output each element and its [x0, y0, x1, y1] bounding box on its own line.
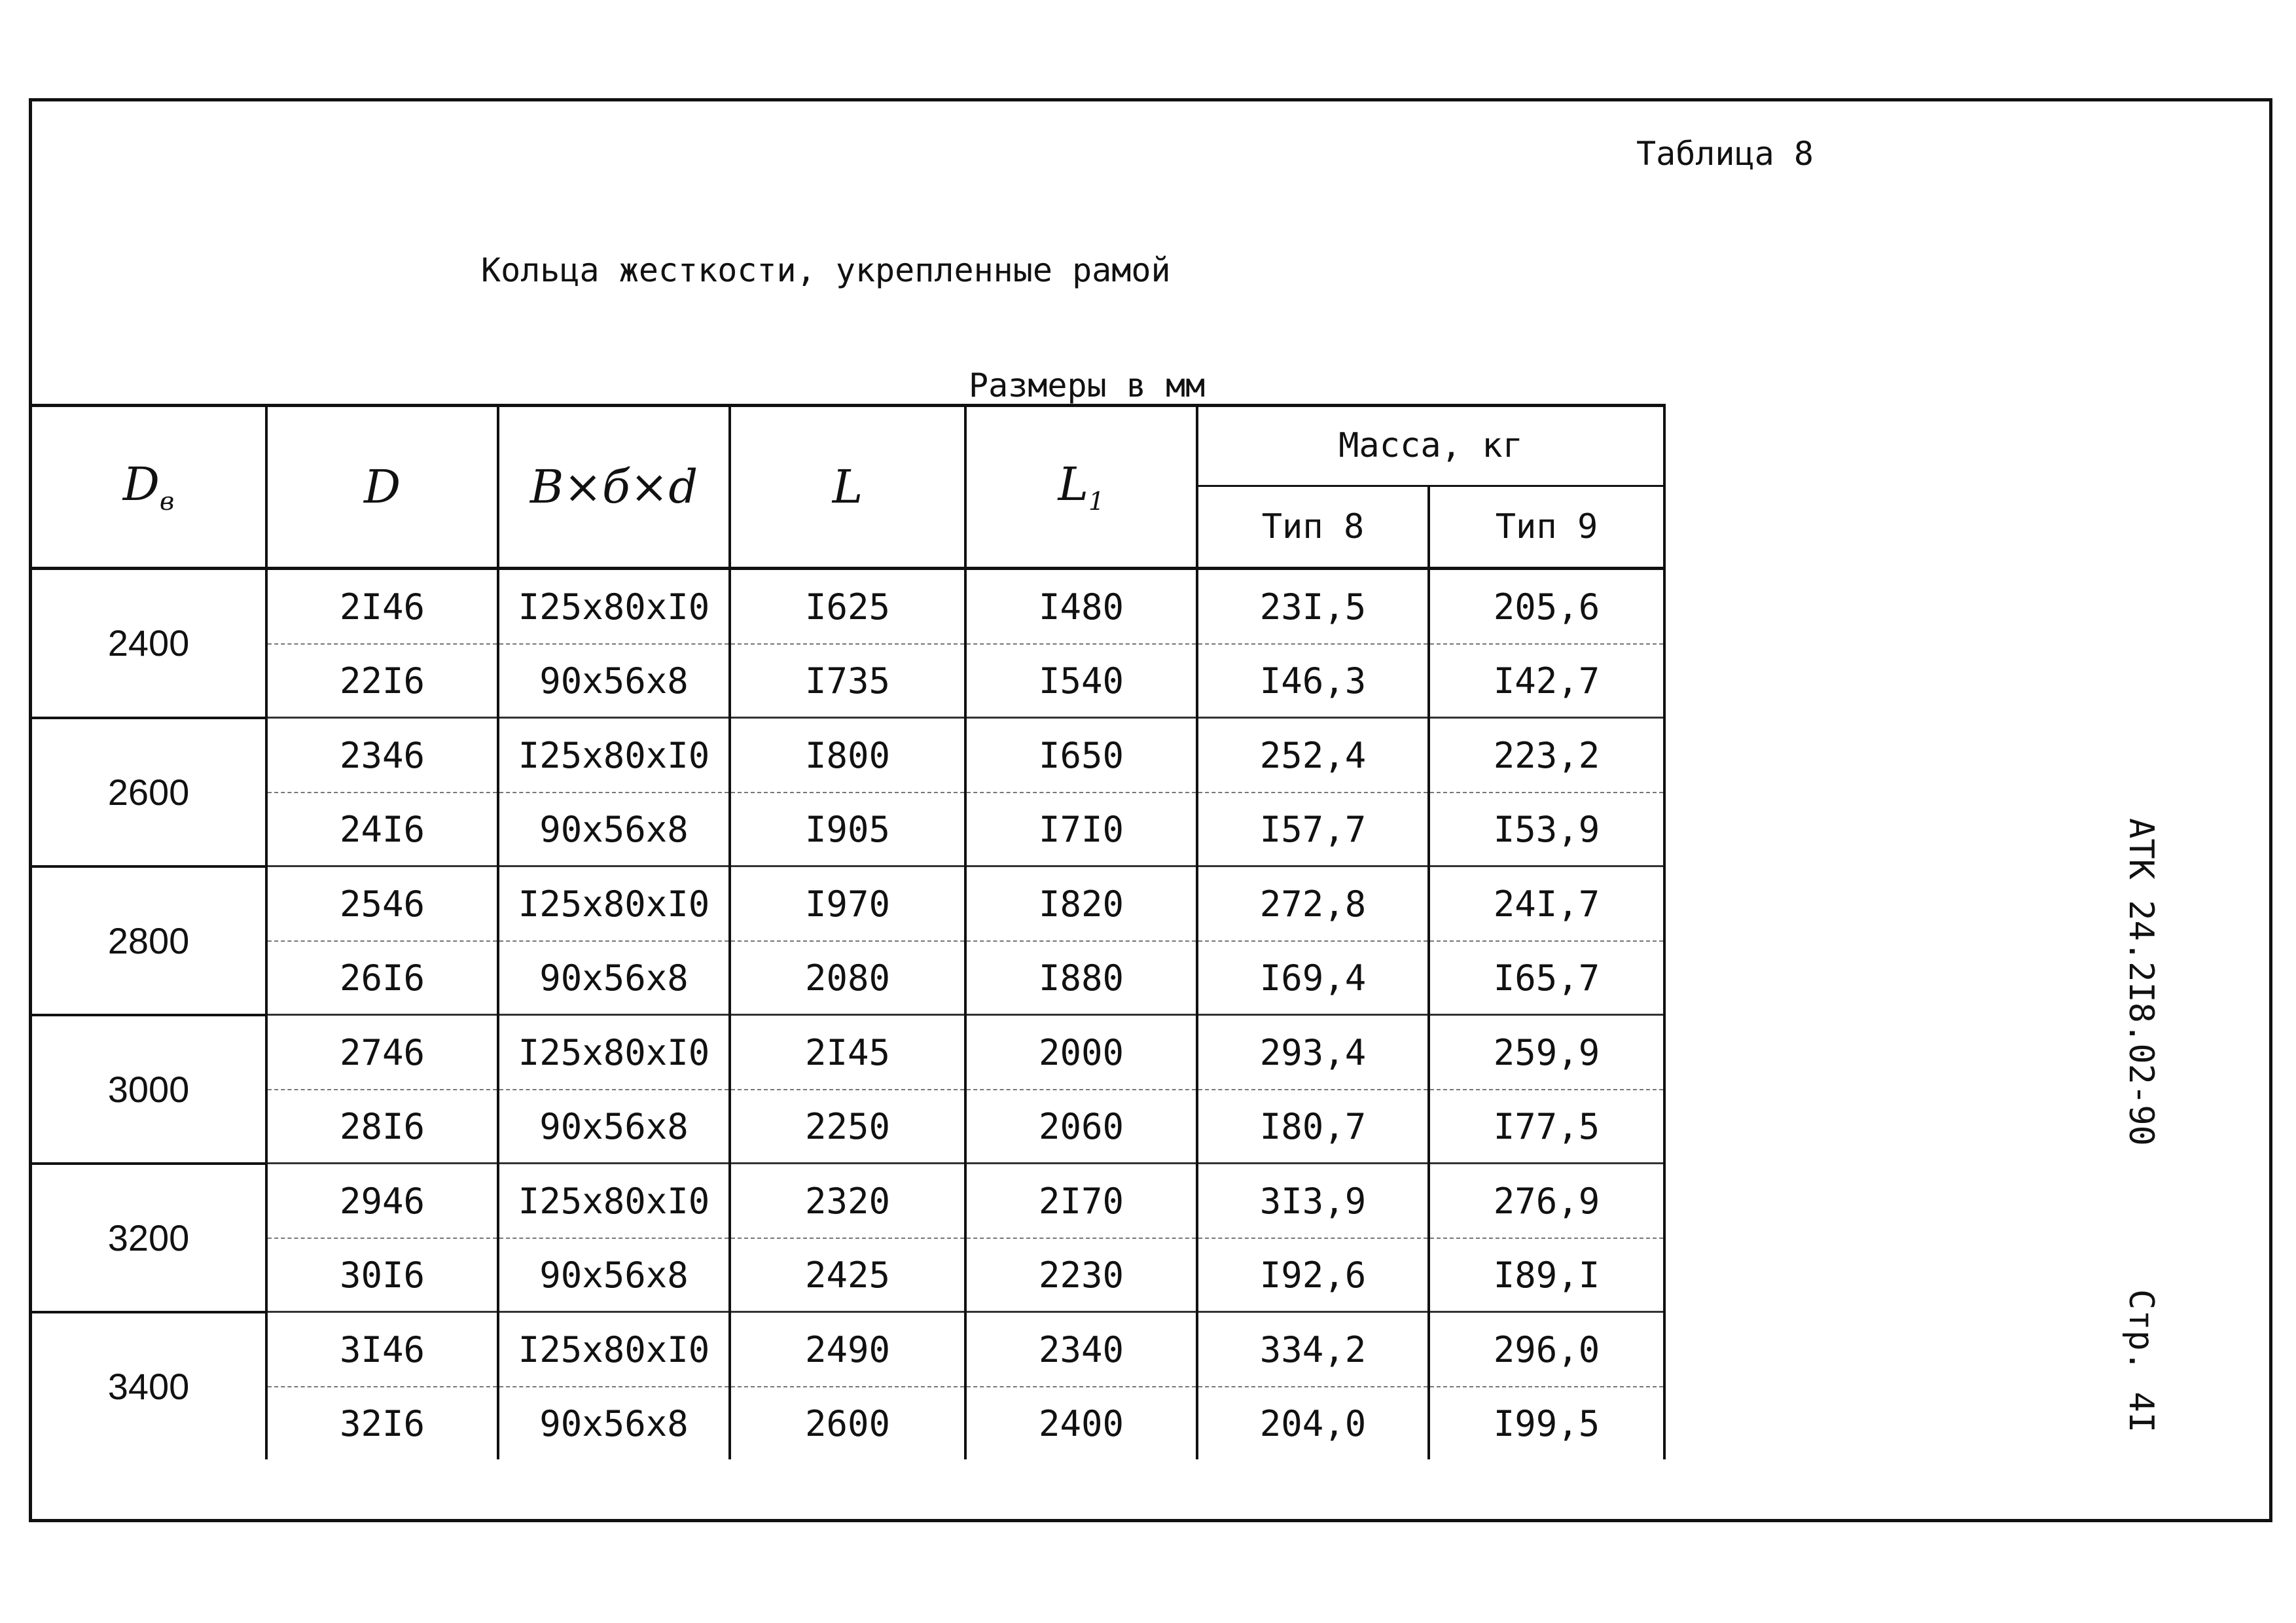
dv-cell: 3400 — [32, 1312, 266, 1460]
table-row — [32, 941, 1664, 1015]
header-dv — [32, 406, 266, 569]
profile-cell: 90x56x8 — [498, 793, 730, 866]
l-cell: 2250 — [730, 1090, 965, 1164]
mass-type8-cell: 272,8 — [1197, 866, 1429, 942]
table-row — [32, 793, 1664, 866]
table-row — [32, 1015, 1664, 1090]
mass-type8-cell: I57,7 — [1197, 793, 1429, 866]
page-number: Стр. 4I — [2121, 1289, 2161, 1433]
d-cell: 26I6 — [266, 941, 498, 1015]
dv-cell: 2400 — [32, 569, 266, 718]
mass-type9-cell: I77,5 — [1429, 1090, 1664, 1164]
profile-cell: 90x56x8 — [498, 1387, 730, 1459]
l-cell: 2080 — [730, 941, 965, 1015]
d-cell: 32I6 — [266, 1387, 498, 1459]
l1-cell: I650 — [965, 718, 1197, 793]
header-l1 — [965, 406, 1197, 569]
d-cell: 22I6 — [266, 644, 498, 718]
mass-type8-cell: 3I3,9 — [1197, 1164, 1429, 1239]
l-cell: 2490 — [730, 1312, 965, 1387]
dv-cell: 3200 — [32, 1164, 266, 1312]
l-cell: 2I45 — [730, 1015, 965, 1090]
l-cell: 2600 — [730, 1387, 965, 1459]
table-row — [32, 569, 1664, 645]
header-l1-main: L — [1058, 457, 1088, 511]
header-type9: Тип 9 — [1429, 486, 1664, 568]
table-row — [32, 1387, 1664, 1459]
mass-type9-cell: I65,7 — [1429, 941, 1664, 1015]
dv-cell: 2600 — [32, 718, 266, 866]
header-mass: Масса, кг — [1197, 406, 1664, 486]
mass-type9-cell: I89,I — [1429, 1238, 1664, 1312]
l-cell: I625 — [730, 569, 965, 645]
mass-type9-cell: 259,9 — [1429, 1015, 1664, 1090]
l-cell: 2425 — [730, 1238, 965, 1312]
d-cell: 30I6 — [266, 1238, 498, 1312]
mass-type8-cell: 23I,5 — [1197, 569, 1429, 645]
profile-cell: 90x56x8 — [498, 644, 730, 718]
mass-type8-cell: I80,7 — [1197, 1090, 1429, 1164]
d-cell: 2746 — [266, 1015, 498, 1090]
l1-cell: 2060 — [965, 1090, 1197, 1164]
l-cell: I970 — [730, 866, 965, 942]
profile-cell: I25x80xI0 — [498, 1015, 730, 1090]
mass-type9-cell: I99,5 — [1429, 1387, 1664, 1459]
l1-cell: 2340 — [965, 1312, 1197, 1387]
l1-cell: I820 — [965, 866, 1197, 942]
d-cell: 3I46 — [266, 1312, 498, 1387]
l1-cell: 2I70 — [965, 1164, 1197, 1239]
mass-type9-cell: I53,9 — [1429, 793, 1664, 866]
header-d: D — [266, 406, 498, 569]
l1-cell: I480 — [965, 569, 1197, 645]
l1-cell: I7I0 — [965, 793, 1197, 866]
profile-cell: I25x80xI0 — [498, 569, 730, 645]
profile-cell: I25x80xI0 — [498, 718, 730, 793]
mass-type9-cell: I42,7 — [1429, 644, 1664, 718]
d-cell: 2546 — [266, 866, 498, 942]
table-title: Кольца жесткости, укрепленные рамой — [481, 251, 1171, 289]
l1-cell: 2230 — [965, 1238, 1197, 1312]
l1-cell: I540 — [965, 644, 1197, 718]
dv-cell: 2800 — [32, 866, 266, 1015]
document-code: АТК 24.2I8.02-90 — [2121, 818, 2161, 1146]
mass-type9-cell: 296,0 — [1429, 1312, 1664, 1387]
header-dv-main: D — [122, 457, 160, 511]
profile-cell: 90x56x8 — [498, 941, 730, 1015]
table-row — [32, 1090, 1664, 1164]
header-type8: Тип 8 — [1197, 486, 1429, 568]
mass-type9-cell: 223,2 — [1429, 718, 1664, 793]
table-row — [32, 1164, 1664, 1239]
mass-type8-cell: 293,4 — [1197, 1015, 1429, 1090]
table-row — [32, 1312, 1664, 1387]
l1-cell: 2000 — [965, 1015, 1197, 1090]
mass-type8-cell: I92,6 — [1197, 1238, 1429, 1312]
mass-type8-cell: I46,3 — [1197, 644, 1429, 718]
dv-cell: 3000 — [32, 1015, 266, 1164]
profile-cell: I25x80xI0 — [498, 1312, 730, 1387]
mass-type8-cell: 204,0 — [1197, 1387, 1429, 1459]
header-l: L — [730, 406, 965, 569]
d-cell: 2I46 — [266, 569, 498, 645]
mass-type9-cell: 276,9 — [1429, 1164, 1664, 1239]
l-cell: I905 — [730, 793, 965, 866]
mass-type9-cell: 205,6 — [1429, 569, 1664, 645]
mass-type9-cell: 24I,7 — [1429, 866, 1664, 942]
table-row — [32, 866, 1664, 942]
header-profile: B×б×d — [498, 406, 730, 569]
d-cell: 28I6 — [266, 1090, 498, 1164]
l-cell: 2320 — [730, 1164, 965, 1239]
profile-cell: I25x80xI0 — [498, 1164, 730, 1239]
table-row — [32, 644, 1664, 718]
d-cell: 2946 — [266, 1164, 498, 1239]
l1-cell: I880 — [965, 941, 1197, 1015]
profile-cell: I25x80xI0 — [498, 866, 730, 942]
table-number: Таблица 8 — [1636, 135, 1814, 173]
mass-type8-cell: 334,2 — [1197, 1312, 1429, 1387]
table-row — [32, 718, 1664, 793]
l1-cell: 2400 — [965, 1387, 1197, 1459]
profile-cell: 90x56x8 — [498, 1090, 730, 1164]
d-cell: 2346 — [266, 718, 498, 793]
table-row — [32, 1238, 1664, 1312]
units-note: Размеры в мм — [969, 366, 1206, 404]
d-cell: 24I6 — [266, 793, 498, 866]
profile-cell: 90x56x8 — [498, 1238, 730, 1312]
mass-type8-cell: 252,4 — [1197, 718, 1429, 793]
header-dv-sub: в — [159, 487, 175, 516]
mass-type8-cell: I69,4 — [1197, 941, 1429, 1015]
rings-table — [32, 404, 1666, 1459]
header-l1-sub: 1 — [1088, 487, 1105, 516]
l-cell: I735 — [730, 644, 965, 718]
l-cell: I800 — [730, 718, 965, 793]
